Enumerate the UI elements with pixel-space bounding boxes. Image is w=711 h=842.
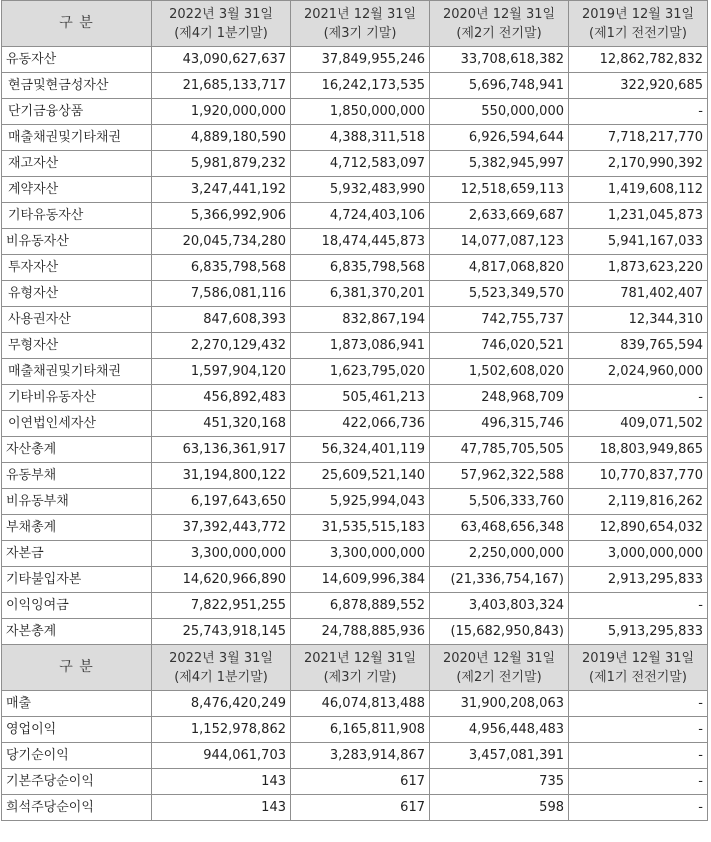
row-label: 비유동부채 bbox=[2, 489, 152, 515]
header-column-2021 bbox=[291, 645, 430, 691]
balance-sheet-row bbox=[2, 593, 708, 619]
header-date: 2019년 12월 31일 bbox=[581, 6, 695, 22]
value-cell: 2,119,816,262 bbox=[569, 489, 708, 515]
balance-sheet-header-row bbox=[2, 1, 708, 47]
value-cell: 3,300,000,000 bbox=[152, 541, 291, 567]
value-cell: 3,457,081,391 bbox=[430, 743, 569, 769]
value-cell: 4,889,180,590 bbox=[152, 125, 291, 151]
value-cell: 3,403,803,324 bbox=[430, 593, 569, 619]
header-date: 2022년 3월 31일 bbox=[169, 6, 273, 22]
value-cell: 5,696,748,941 bbox=[430, 73, 569, 99]
value-cell: 7,822,951,255 bbox=[152, 593, 291, 619]
header-date: 2022년 3월 31일 bbox=[169, 650, 273, 666]
row-label: 이연법인세자산 bbox=[2, 411, 152, 437]
value-cell: 5,506,333,760 bbox=[430, 489, 569, 515]
header-date: 2021년 12월 31일 bbox=[303, 650, 417, 666]
row-label: 이익잉여금 bbox=[2, 593, 152, 619]
value-cell: 18,474,445,873 bbox=[291, 229, 430, 255]
balance-sheet-row bbox=[2, 281, 708, 307]
header-period: (제2기 전기말) bbox=[456, 669, 542, 685]
value-cell: 1,873,623,220 bbox=[569, 255, 708, 281]
value-cell: 143 bbox=[152, 795, 291, 821]
value-cell: 56,324,401,119 bbox=[291, 437, 430, 463]
balance-sheet-row bbox=[2, 255, 708, 281]
value-cell: 1,850,000,000 bbox=[291, 99, 430, 125]
value-cell: 505,461,213 bbox=[291, 385, 430, 411]
value-cell: 617 bbox=[291, 769, 430, 795]
header-period: (제1기 전전기말) bbox=[589, 25, 687, 41]
value-cell: 12,890,654,032 bbox=[569, 515, 708, 541]
value-cell: 3,247,441,192 bbox=[152, 177, 291, 203]
header-date: 2020년 12월 31일 bbox=[442, 6, 556, 22]
value-cell: 1,231,045,873 bbox=[569, 203, 708, 229]
balance-sheet-row bbox=[2, 411, 708, 437]
balance-sheet-row bbox=[2, 619, 708, 645]
value-cell: 46,074,813,488 bbox=[291, 691, 430, 717]
value-cell: 2,024,960,000 bbox=[569, 359, 708, 385]
value-cell: 47,785,705,505 bbox=[430, 437, 569, 463]
value-cell: 5,523,349,570 bbox=[430, 281, 569, 307]
header-column-2021 bbox=[291, 1, 430, 47]
value-cell: 456,892,483 bbox=[152, 385, 291, 411]
value-cell: 143 bbox=[152, 769, 291, 795]
income-statement-row bbox=[2, 717, 708, 743]
value-cell: 6,197,643,650 bbox=[152, 489, 291, 515]
header-date: 2021년 12월 31일 bbox=[303, 6, 417, 22]
balance-sheet-row bbox=[2, 229, 708, 255]
header-column-2019 bbox=[569, 1, 708, 47]
header-column-2022q1 bbox=[152, 645, 291, 691]
value-cell: 6,381,370,201 bbox=[291, 281, 430, 307]
value-cell: 617 bbox=[291, 795, 430, 821]
value-cell: 31,194,800,122 bbox=[152, 463, 291, 489]
balance-sheet-row bbox=[2, 359, 708, 385]
row-label: 재고자산 bbox=[2, 151, 152, 177]
value-cell: 7,586,081,116 bbox=[152, 281, 291, 307]
value-cell: 57,962,322,588 bbox=[430, 463, 569, 489]
value-cell: 5,981,879,232 bbox=[152, 151, 291, 177]
row-label: 기타불입자본 bbox=[2, 567, 152, 593]
value-cell: 4,388,311,518 bbox=[291, 125, 430, 151]
value-cell: - bbox=[569, 99, 708, 125]
value-cell: - bbox=[569, 593, 708, 619]
value-cell: 12,518,659,113 bbox=[430, 177, 569, 203]
value-cell: 2,270,129,432 bbox=[152, 333, 291, 359]
row-label: 현금및현금성자산 bbox=[2, 73, 152, 99]
value-cell: 6,835,798,568 bbox=[291, 255, 430, 281]
value-cell: 2,913,295,833 bbox=[569, 567, 708, 593]
value-cell: 832,867,194 bbox=[291, 307, 430, 333]
balance-sheet-row bbox=[2, 567, 708, 593]
value-cell: 21,685,133,717 bbox=[152, 73, 291, 99]
row-label: 당기순이익 bbox=[2, 743, 152, 769]
value-cell: 5,382,945,997 bbox=[430, 151, 569, 177]
value-cell: 5,925,994,043 bbox=[291, 489, 430, 515]
row-label: 기타비유동자산 bbox=[2, 385, 152, 411]
value-cell: 20,045,734,280 bbox=[152, 229, 291, 255]
value-cell: 16,242,173,535 bbox=[291, 73, 430, 99]
row-label: 자본총계 bbox=[2, 619, 152, 645]
value-cell: 7,718,217,770 bbox=[569, 125, 708, 151]
value-cell: 598 bbox=[430, 795, 569, 821]
row-label: 기타유동자산 bbox=[2, 203, 152, 229]
value-cell: 4,724,403,106 bbox=[291, 203, 430, 229]
header-period: (제4기 1분기말) bbox=[174, 25, 268, 41]
value-cell: 3,300,000,000 bbox=[291, 541, 430, 567]
value-cell: 746,020,521 bbox=[430, 333, 569, 359]
value-cell: 24,788,885,936 bbox=[291, 619, 430, 645]
value-cell: 6,926,594,644 bbox=[430, 125, 569, 151]
row-label: 유동자산 bbox=[2, 47, 152, 73]
header-label: 구 분 bbox=[2, 645, 152, 691]
value-cell: 12,344,310 bbox=[569, 307, 708, 333]
value-cell: 63,136,361,917 bbox=[152, 437, 291, 463]
value-cell: 742,755,737 bbox=[430, 307, 569, 333]
value-cell: 25,609,521,140 bbox=[291, 463, 430, 489]
value-cell: 12,862,782,832 bbox=[569, 47, 708, 73]
header-column-2020 bbox=[430, 1, 569, 47]
value-cell: 1,597,904,120 bbox=[152, 359, 291, 385]
value-cell: 451,320,168 bbox=[152, 411, 291, 437]
value-cell: 735 bbox=[430, 769, 569, 795]
value-cell: 6,835,798,568 bbox=[152, 255, 291, 281]
value-cell: 1,419,608,112 bbox=[569, 177, 708, 203]
balance-sheet-row bbox=[2, 47, 708, 73]
value-cell: 6,878,889,552 bbox=[291, 593, 430, 619]
value-cell: 6,165,811,908 bbox=[291, 717, 430, 743]
value-cell: 63,468,656,348 bbox=[430, 515, 569, 541]
balance-sheet-row bbox=[2, 489, 708, 515]
value-cell: 1,623,795,020 bbox=[291, 359, 430, 385]
value-cell: 409,071,502 bbox=[569, 411, 708, 437]
value-cell: 14,620,966,890 bbox=[152, 567, 291, 593]
value-cell: 248,968,709 bbox=[430, 385, 569, 411]
value-cell: 5,913,295,833 bbox=[569, 619, 708, 645]
balance-sheet-row bbox=[2, 125, 708, 151]
value-cell: 5,941,167,033 bbox=[569, 229, 708, 255]
income-statement-header-row bbox=[2, 645, 708, 691]
value-cell: (21,336,754,167) bbox=[430, 567, 569, 593]
value-cell: 31,535,515,183 bbox=[291, 515, 430, 541]
value-cell: 944,061,703 bbox=[152, 743, 291, 769]
value-cell: 2,170,990,392 bbox=[569, 151, 708, 177]
value-cell: - bbox=[569, 743, 708, 769]
financial-table bbox=[1, 0, 708, 821]
value-cell: 322,920,685 bbox=[569, 73, 708, 99]
value-cell: 422,066,736 bbox=[291, 411, 430, 437]
header-date: 2019년 12월 31일 bbox=[581, 650, 695, 666]
row-label: 매출채권및기타채권 bbox=[2, 359, 152, 385]
row-label: 영업이익 bbox=[2, 717, 152, 743]
row-label: 비유동자산 bbox=[2, 229, 152, 255]
value-cell: - bbox=[569, 691, 708, 717]
balance-sheet-row bbox=[2, 463, 708, 489]
balance-sheet-row bbox=[2, 151, 708, 177]
value-cell: 5,932,483,990 bbox=[291, 177, 430, 203]
value-cell: 37,392,443,772 bbox=[152, 515, 291, 541]
row-label: 투자자산 bbox=[2, 255, 152, 281]
value-cell: 1,502,608,020 bbox=[430, 359, 569, 385]
value-cell: 43,090,627,637 bbox=[152, 47, 291, 73]
row-label: 부채총계 bbox=[2, 515, 152, 541]
balance-sheet-row bbox=[2, 177, 708, 203]
value-cell: 25,743,918,145 bbox=[152, 619, 291, 645]
balance-sheet-row bbox=[2, 333, 708, 359]
balance-sheet-row bbox=[2, 203, 708, 229]
header-column-2019 bbox=[569, 645, 708, 691]
row-label: 자산총계 bbox=[2, 437, 152, 463]
row-label: 유형자산 bbox=[2, 281, 152, 307]
row-label: 무형자산 bbox=[2, 333, 152, 359]
row-label: 단기금융상품 bbox=[2, 99, 152, 125]
value-cell: - bbox=[569, 795, 708, 821]
financial-table-body bbox=[2, 1, 708, 821]
value-cell: 550,000,000 bbox=[430, 99, 569, 125]
value-cell: - bbox=[569, 717, 708, 743]
balance-sheet-row bbox=[2, 385, 708, 411]
value-cell: 4,956,448,483 bbox=[430, 717, 569, 743]
value-cell: 4,817,068,820 bbox=[430, 255, 569, 281]
balance-sheet-row bbox=[2, 515, 708, 541]
row-label: 계약자산 bbox=[2, 177, 152, 203]
value-cell: 496,315,746 bbox=[430, 411, 569, 437]
header-label: 구 분 bbox=[2, 1, 152, 47]
value-cell: 1,152,978,862 bbox=[152, 717, 291, 743]
value-cell: 1,873,086,941 bbox=[291, 333, 430, 359]
value-cell: (15,682,950,843) bbox=[430, 619, 569, 645]
value-cell: 37,849,955,246 bbox=[291, 47, 430, 73]
header-period: (제1기 전전기말) bbox=[589, 669, 687, 685]
financial-summary bbox=[1, 0, 707, 821]
header-column-2020 bbox=[430, 645, 569, 691]
income-statement-row bbox=[2, 691, 708, 717]
row-label: 기본주당순이익 bbox=[2, 769, 152, 795]
header-date: 2020년 12월 31일 bbox=[442, 650, 556, 666]
header-column-2022q1 bbox=[152, 1, 291, 47]
balance-sheet-row bbox=[2, 307, 708, 333]
value-cell: 18,803,949,865 bbox=[569, 437, 708, 463]
value-cell: 33,708,618,382 bbox=[430, 47, 569, 73]
value-cell: 8,476,420,249 bbox=[152, 691, 291, 717]
value-cell: 5,366,992,906 bbox=[152, 203, 291, 229]
value-cell: 847,608,393 bbox=[152, 307, 291, 333]
value-cell: 14,609,996,384 bbox=[291, 567, 430, 593]
value-cell: - bbox=[569, 769, 708, 795]
value-cell: - bbox=[569, 385, 708, 411]
row-label: 희석주당순이익 bbox=[2, 795, 152, 821]
header-period: (제2기 전기말) bbox=[456, 25, 542, 41]
value-cell: 3,000,000,000 bbox=[569, 541, 708, 567]
row-label: 사용권자산 bbox=[2, 307, 152, 333]
value-cell: 839,765,594 bbox=[569, 333, 708, 359]
income-statement-row bbox=[2, 769, 708, 795]
value-cell: 14,077,087,123 bbox=[430, 229, 569, 255]
value-cell: 2,250,000,000 bbox=[430, 541, 569, 567]
value-cell: 2,633,669,687 bbox=[430, 203, 569, 229]
value-cell: 1,920,000,000 bbox=[152, 99, 291, 125]
income-statement-row bbox=[2, 795, 708, 821]
header-period: (제3기 기말) bbox=[323, 669, 397, 685]
header-period: (제4기 1분기말) bbox=[174, 669, 268, 685]
row-label: 유동부채 bbox=[2, 463, 152, 489]
balance-sheet-row bbox=[2, 73, 708, 99]
balance-sheet-row bbox=[2, 437, 708, 463]
row-label: 매출 bbox=[2, 691, 152, 717]
header-period: (제3기 기말) bbox=[323, 25, 397, 41]
row-label: 매출채권및기타채권 bbox=[2, 125, 152, 151]
value-cell: 4,712,583,097 bbox=[291, 151, 430, 177]
balance-sheet-row bbox=[2, 541, 708, 567]
row-label: 자본금 bbox=[2, 541, 152, 567]
balance-sheet-row bbox=[2, 99, 708, 125]
value-cell: 781,402,407 bbox=[569, 281, 708, 307]
value-cell: 10,770,837,770 bbox=[569, 463, 708, 489]
income-statement-row bbox=[2, 743, 708, 769]
value-cell: 3,283,914,867 bbox=[291, 743, 430, 769]
value-cell: 31,900,208,063 bbox=[430, 691, 569, 717]
